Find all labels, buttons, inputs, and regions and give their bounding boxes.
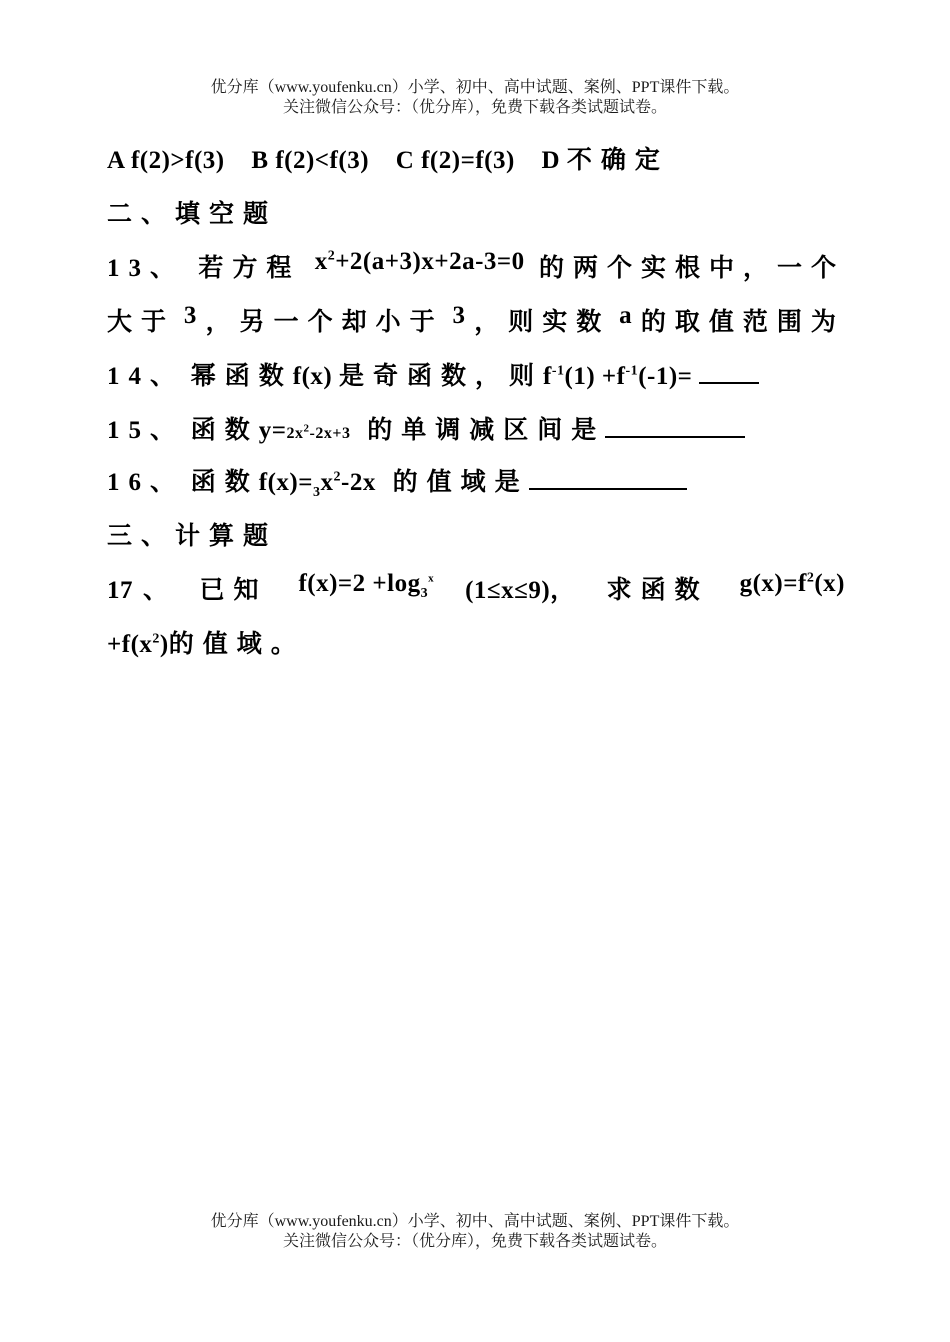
q13-l2d: 3 [452, 302, 466, 329]
q13-equation: $x^2+2(a+3)x+2a-3=0$ [314, 248, 525, 275]
question-13-line-2 [107, 302, 845, 338]
q16-pre: 函数 [190, 469, 259, 496]
q13-l2a: 大于 [107, 309, 176, 336]
q14-pre: 幂函数 [190, 363, 293, 390]
section-3-title: 三、计算题 [107, 523, 278, 550]
q13-l2c: ，另一个却小于 [205, 309, 444, 336]
question-16 [107, 462, 850, 498]
page-header-bottom [0, 1212, 950, 1252]
q15-pre: 函数 [190, 417, 259, 444]
option-d-label: D [541, 147, 561, 174]
question-13-line-1 [107, 248, 845, 284]
option-b-text: f(2)<f(3) [275, 147, 370, 174]
q15-power: $2x^2-2x+3$ [286, 422, 351, 442]
q15-y: y= [258, 417, 287, 444]
q14-mid: 是奇函数，则 [339, 363, 544, 390]
q13-post: 的两个实根中，一个 [538, 255, 845, 282]
q16-post: 的值域是 [392, 469, 529, 496]
q17-number: 17 、 [107, 577, 169, 604]
page-header-top [0, 78, 950, 118]
header-line-1: 优分库（www.youfenku.cn）小学、初中、高中试题、案例、PPT课件下载。 [210, 79, 740, 96]
q16-expr: $f(x)=_3x^2-2x$ [258, 469, 376, 500]
option-d-text: 不确定 [566, 147, 669, 174]
q17-l2a: +f(x [107, 631, 153, 658]
q17-g: $g(x)=f^2(x)$ [739, 570, 845, 597]
q14-number: 14、 [107, 363, 185, 390]
option-c-label: C [395, 147, 415, 174]
q13-l2b: 3 [183, 302, 197, 329]
question-15 [107, 410, 850, 446]
q17-ask: 求函数 [606, 577, 709, 604]
q16-number: 16、 [107, 469, 185, 496]
q12-options [107, 140, 850, 176]
q13-l2e: ，则实数 [474, 309, 611, 336]
question-14 [107, 356, 850, 392]
q16-answer-blank[interactable] [529, 466, 687, 490]
question-17-line-1 [107, 570, 845, 606]
q17-l2c: 的值域。 [168, 631, 305, 658]
q13-l2g: 的取值范围为 [640, 309, 845, 336]
q15-post: 的单调减区间是 [367, 417, 606, 444]
q17-range: (1≤x≤9)， [465, 577, 576, 604]
option-b-label: B [251, 147, 269, 174]
footer-line-1: 优分库（www.youfenku.cn）小学、初中、高中试题、案例、PPT课件下载。 [210, 1213, 740, 1230]
q13-number: 13、 [107, 255, 185, 282]
q17-f: $f(x)=2 +\log_3^x$ [298, 570, 435, 601]
option-a-text: f(2)>f(3) [130, 147, 225, 174]
footer-line-2: 关注微信公众号：（优分库），免费下载各类试题试卷。 [282, 1233, 667, 1250]
header-line-2: 关注微信公众号：（优分库），免费下载各类试题试卷。 [282, 99, 667, 116]
section-2-title: 二、填空题 [107, 201, 278, 228]
q13-pre: 若方程 [198, 255, 301, 282]
q17-l2-exp: 2 [152, 631, 160, 647]
q15-number: 15、 [107, 417, 185, 444]
q15-answer-blank[interactable] [605, 414, 745, 438]
option-a-label: A [107, 147, 125, 174]
question-17-line-2 [107, 624, 850, 660]
q14-answer-blank[interactable] [699, 360, 759, 384]
q17-known: 已知 [199, 577, 268, 604]
q13-l2f: a [619, 302, 633, 329]
option-c-text: f(2)=f(3) [421, 147, 515, 174]
q14-expr: $f^{-1}(1) +f^{-1}(-1)=$ [543, 363, 693, 390]
q14-fx: f(x) [292, 363, 333, 390]
q17-l2b: ) [159, 631, 169, 658]
